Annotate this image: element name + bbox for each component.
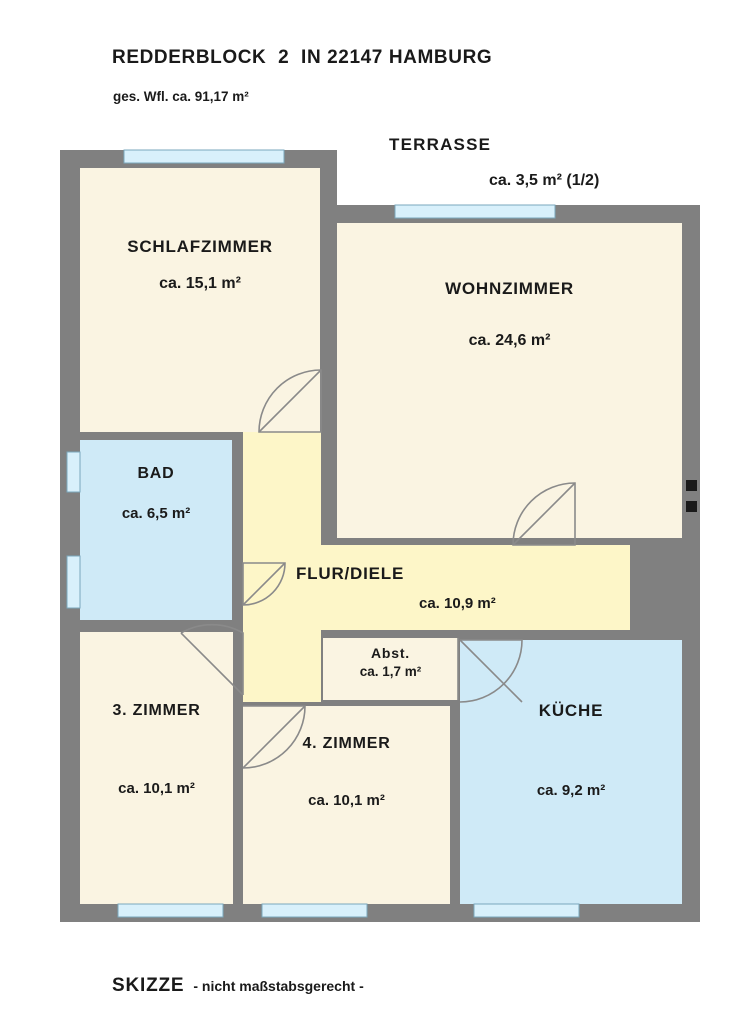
room-schlafzimmer-area: ca. 15,1 m²	[159, 275, 241, 292]
room-zimmer-3-area: ca. 10,1 m²	[118, 780, 195, 797]
room-zimmer-4-area: ca. 10,1 m²	[308, 792, 385, 809]
floor-zimmer-3	[80, 632, 233, 904]
footer	[112, 975, 364, 997]
window-zimmer-4-bottom	[262, 904, 367, 917]
room-zimmer-4-name: 4. ZIMMER	[302, 735, 391, 752]
terrasse-area: ca. 3,5 m² (1/2)	[489, 172, 600, 189]
room-wohnzimmer-area: ca. 24,6 m²	[468, 332, 551, 349]
room-kueche-name: KÜCHE	[538, 701, 604, 720]
room-bad-name: BAD	[137, 465, 175, 482]
page-title: REDDERBLOCK 2 IN 22147 HAMBURG	[112, 47, 493, 68]
room-flur-diele-name: FLUR/DIELE	[296, 564, 405, 583]
room-bad-area: ca. 6,5 m²	[121, 505, 191, 522]
floor-schlafzimmer	[80, 168, 320, 432]
footer-skizze-label: SKIZZE	[112, 975, 185, 996]
fixture-mark-2	[686, 501, 697, 512]
room-schlafzimmer-name: SCHLAFZIMMER	[127, 237, 273, 256]
floor-bad	[80, 440, 232, 620]
floor-zimmer-4	[243, 706, 450, 904]
room-abstellraum-name: Abst.	[371, 645, 410, 661]
room-kueche-area: ca. 9,2 m²	[536, 782, 606, 799]
footer-scale-note: - nicht maßstabsgerecht -	[193, 978, 364, 994]
room-wohnzimmer-name: WOHNZIMMER	[445, 279, 574, 298]
window-schlafzimmer-top	[124, 150, 284, 163]
terrasse-label: TERRASSE	[389, 135, 492, 154]
window-bad-left-upper	[67, 452, 80, 492]
room-flur-diele-area: ca. 10,9 m²	[419, 595, 496, 612]
window-wohnzimmer-top	[395, 205, 555, 218]
floor-abstellraum	[323, 638, 458, 700]
floor-flur-h	[243, 545, 630, 630]
room-zimmer-3-name: 3. ZIMMER	[112, 702, 201, 719]
room-floors	[80, 168, 682, 904]
fixture-mark-1	[686, 480, 697, 491]
total-area-subtitle: ges. Wfl. ca. 91,17 m²	[113, 89, 249, 104]
floor-wohnzimmer	[337, 223, 682, 538]
window-kueche-bottom	[474, 904, 579, 917]
window-bad-left-lower	[67, 556, 80, 608]
window-zimmer-3-bottom	[118, 904, 223, 917]
floor-kueche	[460, 640, 682, 904]
room-abstellraum-area: ca. 1,7 m²	[359, 664, 422, 679]
